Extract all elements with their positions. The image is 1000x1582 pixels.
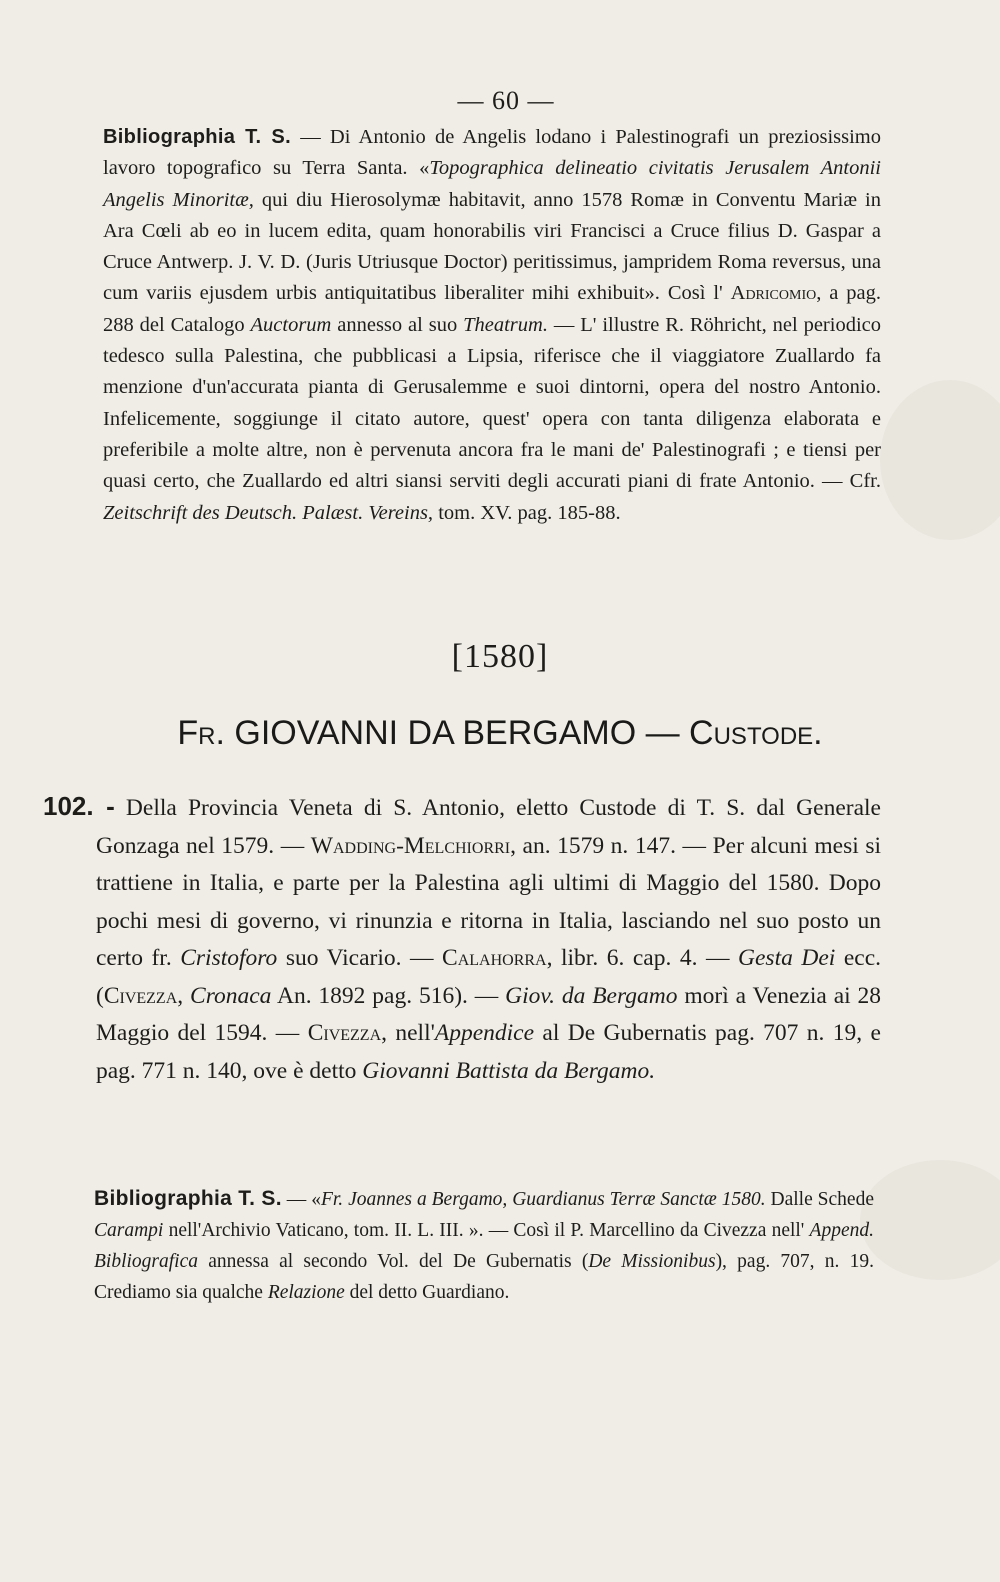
entry-number: 102. - <box>43 791 115 821</box>
text-run: , <box>177 982 191 1009</box>
text-run: al De Gubernatis pag. 707 n. 19, e pag. 771 n. 140, ove è detto <box>96 1020 881 1084</box>
text-run: Della Provincia Veneta di S. Antonio, eletto Custode di T. S. dal Generale Gonzaga nel 1579. — <box>96 795 881 859</box>
italic-run: Relazione <box>267 1282 345 1303</box>
page-number: — 60 — <box>457 86 555 115</box>
text-run: — Di Antonio de Angelis lodano i Palestinografi un preziosissimo lavoro topografico su Terra Santa. « <box>103 126 881 180</box>
text-run: del detto Guardiano. <box>344 1282 510 1303</box>
text-run: An. 1892 pag. 516). — <box>271 982 506 1009</box>
text-run: ecc. ( <box>96 945 881 1009</box>
text-run: ), pag. 707, n. 19. Crediamo sia qualche <box>94 1251 874 1303</box>
text-run: — L' illustre R. Röhricht, nel periodico tedesco sulla Palestina, che pubblicasi a Lipsia, riferisce che il viaggiatore Zuallardo fa menzione d'un'accurata pianta di Gerusalemme e suoi dintorni, opera del nostro Antonio. Infelicemente, soggiunge il citato autore, quest' opera con tanta diligenza elaborata e preferibile a molte altre, non è pervenuta ancora fra le mani de' Palestinografi ; e tiensi per quasi certo, che Zuallardo ed altri siansi serviti degli accurati piani di frate Antonio. — Cfr. <box>103 313 881 493</box>
smallcaps-run: Calahorra <box>442 945 547 971</box>
italic-run: Fr. Joannes a Bergamo, Guardianus Terræ Sanctæ 1580. <box>320 1189 766 1210</box>
text-run: Dalle Schede <box>765 1189 874 1210</box>
heading-prefix: Fr. <box>177 714 225 752</box>
italic-run: Topographica delineatio civitatis Jerusalem Antonii Angelis Minoritæ, <box>103 157 881 211</box>
text-run: , a pag. 288 del Catalogo <box>103 282 881 336</box>
smallcaps-run: Adricomio <box>730 282 817 305</box>
paper-stain <box>880 380 1000 540</box>
text-run: qui diu Hierosolymæ habitavit, anno 1578 Romæ in Conventu Mariæ in Ara Cœli ab eo in lucem edita, quam honorabilis viri Francisci a Cruce filius D. Gaspar a Cruce Antwerp. J. V. D. (Juris Utriusque Doctor) peritissimus, jampridem Roma reversus, una cum variis ejusdem urbis antiquitatibus liberaliter mihi exhibuit». Così l' <box>103 188 881 305</box>
heading-suffix: Custode. <box>689 714 823 752</box>
text-run: morì a Venezia ai 28 Maggio del 1594. — <box>96 982 882 1046</box>
italic-run: Appendice <box>434 1020 535 1046</box>
italic-run: Cristoforo <box>180 945 278 971</box>
year-heading: [1580] <box>451 638 549 675</box>
bibliography-paragraph-2 <box>94 1183 874 1308</box>
bibliography-lead: Bibliographia T. S. <box>103 126 291 148</box>
italic-run: Cronaca <box>190 982 272 1009</box>
italic-run: Theatrum. <box>463 313 548 336</box>
italic-run: Append. Bibliografica <box>94 1220 874 1272</box>
entry-paragraph-102 <box>43 788 882 1090</box>
bibliography-paragraph-1 <box>103 122 881 529</box>
italic-run: Giovanni Battista da Bergamo. <box>362 1057 656 1084</box>
text-run: , an. 1579 n. 147. — Per alcuni mesi si trattiene in Italia, e parte per la Palestina agli ultimi di Maggio del 1580. Dopo pochi mesi di governo, vi rinunzia e ritorna in Italia, lasciando nel suo posto un certo fr. <box>96 832 881 971</box>
bibliography-lead: Bibliographia T. S. <box>94 1187 282 1210</box>
text-run: , nell' <box>381 1020 435 1046</box>
smallcaps-run: Civezza <box>307 1020 382 1046</box>
italic-run: Gesta Dei <box>738 945 836 971</box>
text-run: suo Vicario. — <box>277 945 443 971</box>
text-run: nell'Archivio Vaticano, tom. II. L. III. ». — Così il P. Marcellino da Civezza nell' <box>163 1220 810 1241</box>
italic-run: Giov. da Bergamo <box>505 982 678 1009</box>
text-run: , libr. 6. cap. 4. — <box>546 945 739 971</box>
italic-run: Zeitschrift des Deutsch. Palæst. Vereins, <box>103 501 434 524</box>
text-run: annesso al suo <box>331 313 464 336</box>
text-run: annessa al secondo Vol. del De Gubernatis ( <box>198 1251 589 1272</box>
text-run: — « <box>281 1189 321 1210</box>
paper-stain <box>860 1160 1000 1280</box>
text-run: tom. XV. pag. 185-88. <box>433 501 621 524</box>
italic-run: Carampi <box>94 1220 164 1241</box>
heading-name: GIOVANNI DA BERGAMO — <box>224 714 690 752</box>
smallcaps-run: Wadding-Melchiorri <box>310 832 511 859</box>
italic-run: De Missionibus <box>588 1251 716 1272</box>
italic-run: Auctorum <box>250 313 332 336</box>
smallcaps-run: Civezza <box>103 982 178 1009</box>
section-heading <box>0 714 1000 753</box>
